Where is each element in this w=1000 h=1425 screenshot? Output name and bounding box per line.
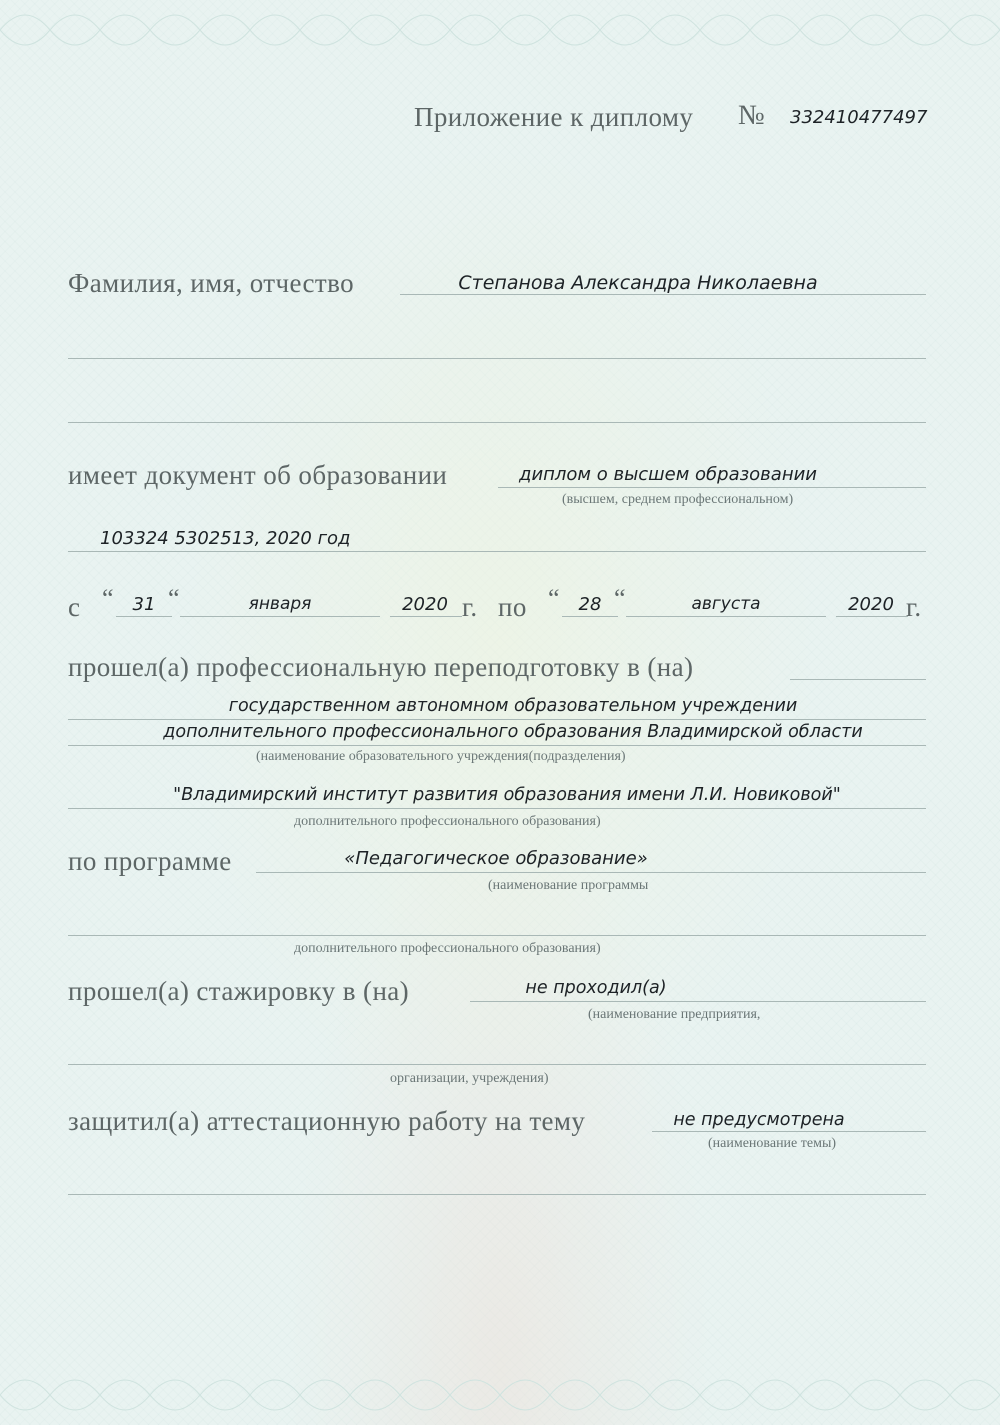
top-ornament: [0, 0, 1000, 60]
education-line: [498, 487, 926, 488]
retraining-rule-3: [68, 808, 926, 809]
to-year-line: [836, 616, 908, 617]
from-month-line: [180, 616, 380, 617]
year-suffix-1: г.: [462, 592, 478, 622]
retraining-line-2: дополнительного профессионального образования Владимирской области: [163, 722, 863, 742]
internship-caption-1: (наименование предприятия,: [588, 1007, 761, 1022]
education-caption: (высшем, среднем профессиональном): [562, 492, 794, 507]
education-label: имеет документ об образовании: [68, 460, 448, 490]
fio-line: [400, 294, 926, 295]
year-suffix-2: г.: [906, 592, 922, 622]
internship-value: не проходил(а): [525, 978, 667, 998]
to-day-line: [562, 616, 618, 617]
from-day: 31: [132, 594, 156, 615]
education-doc-line: [68, 551, 926, 552]
thesis-label: защитил(а) аттестационную работу на тему: [68, 1106, 586, 1136]
internship-blank-line: [68, 1064, 926, 1065]
retraining-line-0: [790, 679, 926, 680]
date-to-label: по: [498, 592, 527, 622]
from-year-line: [390, 616, 462, 617]
program-line: [256, 872, 926, 873]
quote-open-1: “: [102, 584, 114, 613]
quote-open-2: “: [548, 584, 560, 613]
from-month: января: [248, 594, 312, 614]
retraining-line-1: государственном автономном образовательном учреждении: [228, 696, 798, 716]
to-month-line: [626, 616, 826, 617]
retraining-caption-1: (наименование образовательного учреждения(подразделения): [256, 749, 626, 764]
blank-line-1: [68, 358, 926, 359]
thesis-blank-line: [68, 1194, 926, 1195]
program-blank-line: [68, 935, 926, 936]
retraining-rule-2: [68, 745, 926, 746]
bottom-ornament: [0, 1365, 1000, 1425]
diploma-number: 332410477497: [790, 107, 928, 128]
quote-close-2: “: [614, 584, 626, 613]
education-doc-value: 103324 5302513, 2020 год: [100, 528, 351, 549]
education-value: диплом о высшем образовании: [519, 464, 817, 485]
fio-value: Степанова Александра Николаевна: [458, 272, 818, 294]
thesis-line: [652, 1131, 926, 1132]
internship-caption-2: организации, учреждения): [390, 1071, 549, 1086]
retraining-rule-1: [68, 719, 926, 720]
from-year: 2020: [402, 594, 448, 615]
program-value: «Педагогическое образование»: [344, 848, 648, 869]
to-year: 2020: [848, 594, 894, 615]
program-label: по программе: [68, 846, 232, 876]
thesis-value: не предусмотрена: [673, 1110, 845, 1130]
fio-label: Фамилия, имя, отчество: [68, 268, 354, 298]
to-day: 28: [578, 594, 602, 615]
appendix-label: Приложение к диплому: [414, 102, 694, 132]
from-day-line: [116, 616, 172, 617]
retraining-caption-2: дополнительного профессионального образования): [294, 814, 601, 829]
to-month: августа: [691, 594, 761, 614]
number-sign: №: [738, 100, 766, 131]
date-from-label: с: [68, 592, 81, 622]
thesis-caption: (наименование темы): [708, 1136, 837, 1151]
retraining-line-3: "Владимирский институт развития образования имени Л.И. Новиковой": [173, 785, 841, 805]
internship-label: прошел(а) стажировку в (на): [68, 976, 410, 1006]
quote-close-1: “: [168, 584, 180, 613]
internship-line: [470, 1001, 926, 1002]
program-caption-1: (наименование программы: [488, 878, 649, 893]
blank-line-2: [68, 422, 926, 423]
program-caption-2: дополнительного профессионального образования): [294, 941, 601, 956]
retraining-label: прошел(а) профессиональную переподготовку в (на): [68, 652, 694, 682]
